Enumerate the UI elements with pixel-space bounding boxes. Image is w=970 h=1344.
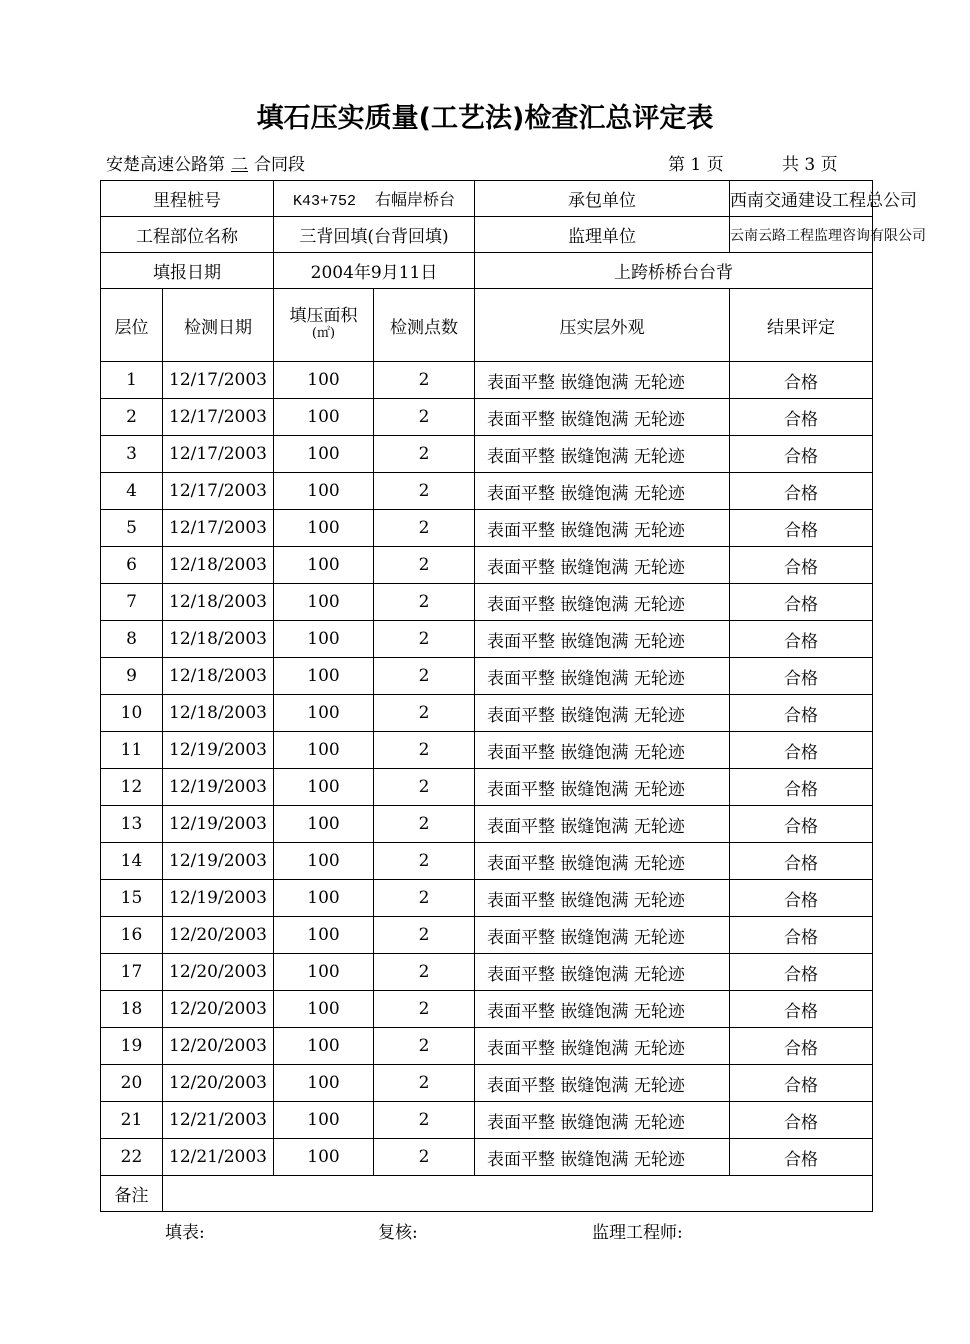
layer-cell: 6 xyxy=(101,547,163,584)
page-number: 第 1 页 xyxy=(668,155,724,175)
appearance-cell: 表面平整 嵌缝饱满 无轮迹 xyxy=(475,510,730,547)
layer-cell: 15 xyxy=(101,880,163,917)
layer-cell: 10 xyxy=(101,695,163,732)
layer-cell: 9 xyxy=(101,658,163,695)
date-cell: 12/20/2003 xyxy=(163,991,274,1028)
table-row xyxy=(101,1139,873,1176)
appearance-cell: 表面平整 嵌缝饱满 无轮迹 xyxy=(475,917,730,954)
appearance-cell: 表面平整 嵌缝饱满 无轮迹 xyxy=(475,584,730,621)
table-row xyxy=(101,473,873,510)
points-cell: 2 xyxy=(374,1028,475,1065)
table-row xyxy=(101,1102,873,1139)
points-cell: 2 xyxy=(374,547,475,584)
inspection-table xyxy=(100,180,927,1212)
area-cell: 100 xyxy=(274,806,374,843)
points-cell: 2 xyxy=(374,621,475,658)
col-appearance: 压实层外观 xyxy=(475,289,730,362)
info-row-date xyxy=(101,253,873,289)
table-row xyxy=(101,658,873,695)
location-value: 上跨桥桥台台背 xyxy=(475,253,873,289)
footer-filler: 填表: xyxy=(165,1223,205,1243)
points-cell: 2 xyxy=(374,1102,475,1139)
col-layer: 层位 xyxy=(101,289,163,362)
layer-cell: 17 xyxy=(101,954,163,991)
result-cell: 合格 xyxy=(730,843,873,880)
area-cell: 100 xyxy=(274,695,374,732)
appearance-cell: 表面平整 嵌缝饱满 无轮迹 xyxy=(475,399,730,436)
remarks-row xyxy=(101,1176,873,1212)
col-points: 检测点数 xyxy=(374,289,475,362)
points-cell: 2 xyxy=(374,510,475,547)
date-cell: 12/18/2003 xyxy=(163,658,274,695)
col-area xyxy=(274,289,374,362)
layer-cell: 8 xyxy=(101,621,163,658)
points-cell: 2 xyxy=(374,362,475,399)
appearance-cell: 表面平整 嵌缝饱满 无轮迹 xyxy=(475,1028,730,1065)
area-cell: 100 xyxy=(274,1139,374,1176)
result-cell: 合格 xyxy=(730,362,873,399)
table-row xyxy=(101,769,873,806)
points-cell: 2 xyxy=(374,473,475,510)
table-row xyxy=(101,991,873,1028)
date-cell: 12/20/2003 xyxy=(163,954,274,991)
supervisor-value: 云南云路工程监理咨询有限公司 xyxy=(730,217,873,253)
table-row xyxy=(101,732,873,769)
result-cell: 合格 xyxy=(730,695,873,732)
points-cell: 2 xyxy=(374,399,475,436)
appearance-cell: 表面平整 嵌缝饱满 无轮迹 xyxy=(475,880,730,917)
result-cell: 合格 xyxy=(730,510,873,547)
date-cell: 12/20/2003 xyxy=(163,1065,274,1102)
area-cell: 100 xyxy=(274,769,374,806)
points-cell: 2 xyxy=(374,954,475,991)
result-cell: 合格 xyxy=(730,806,873,843)
area-cell: 100 xyxy=(274,954,374,991)
layer-cell: 19 xyxy=(101,1028,163,1065)
col-result: 结果评定 xyxy=(730,289,873,362)
result-cell: 合格 xyxy=(730,1065,873,1102)
appearance-cell: 表面平整 嵌缝饱满 无轮迹 xyxy=(475,806,730,843)
points-cell: 2 xyxy=(374,806,475,843)
result-cell: 合格 xyxy=(730,658,873,695)
contractor-value: 西南交通建设工程总公司 xyxy=(730,181,873,217)
appearance-cell: 表面平整 嵌缝饱满 无轮迹 xyxy=(475,621,730,658)
area-cell: 100 xyxy=(274,621,374,658)
appearance-cell: 表面平整 嵌缝饱满 无轮迹 xyxy=(475,658,730,695)
date-cell: 12/20/2003 xyxy=(163,1028,274,1065)
area-cell: 100 xyxy=(274,991,374,1028)
result-cell: 合格 xyxy=(730,1028,873,1065)
date-cell: 12/18/2003 xyxy=(163,621,274,658)
date-value: 2004年9月11日 xyxy=(274,253,475,289)
area-cell: 100 xyxy=(274,473,374,510)
date-cell: 12/21/2003 xyxy=(163,1139,274,1176)
points-cell: 2 xyxy=(374,1139,475,1176)
appearance-cell: 表面平整 嵌缝饱满 无轮迹 xyxy=(475,1102,730,1139)
date-label: 填报日期 xyxy=(101,253,274,289)
col-area-label: 填压面积 xyxy=(289,306,358,326)
appearance-cell: 表面平整 嵌缝饱满 无轮迹 xyxy=(475,436,730,473)
layer-cell: 13 xyxy=(101,806,163,843)
date-cell: 12/19/2003 xyxy=(163,769,274,806)
area-cell: 100 xyxy=(274,658,374,695)
result-cell: 合格 xyxy=(730,436,873,473)
points-cell: 2 xyxy=(374,843,475,880)
date-cell: 12/19/2003 xyxy=(163,880,274,917)
date-cell: 12/18/2003 xyxy=(163,584,274,621)
area-cell: 100 xyxy=(274,510,374,547)
layer-cell: 5 xyxy=(101,510,163,547)
result-cell: 合格 xyxy=(730,769,873,806)
layer-cell: 20 xyxy=(101,1065,163,1102)
col-date: 检测日期 xyxy=(163,289,274,362)
table-row xyxy=(101,880,873,917)
points-cell: 2 xyxy=(374,436,475,473)
table-row xyxy=(101,436,873,473)
table-row xyxy=(101,362,873,399)
result-cell: 合格 xyxy=(730,732,873,769)
appearance-cell: 表面平整 嵌缝饱满 无轮迹 xyxy=(475,954,730,991)
stake-value: K43+752 xyxy=(293,193,357,210)
table-row xyxy=(101,954,873,991)
layer-cell: 7 xyxy=(101,584,163,621)
contract-number: 二 xyxy=(231,155,248,175)
result-cell: 合格 xyxy=(730,1139,873,1176)
table-row xyxy=(101,806,873,843)
appearance-cell: 表面平整 嵌缝饱满 无轮迹 xyxy=(475,362,730,399)
area-cell: 100 xyxy=(274,399,374,436)
area-cell: 100 xyxy=(274,1102,374,1139)
area-cell: 100 xyxy=(274,1028,374,1065)
result-cell: 合格 xyxy=(730,991,873,1028)
area-cell: 100 xyxy=(274,843,374,880)
part-value: 三背回填(台背回填) xyxy=(274,217,475,253)
road-prefix: 安楚高速公路第 xyxy=(106,155,225,175)
info-row-part xyxy=(101,217,873,253)
points-cell: 2 xyxy=(374,769,475,806)
bridge-value: 右幅岸桥台 xyxy=(375,190,456,209)
appearance-cell: 表面平整 嵌缝饱满 无轮迹 xyxy=(475,769,730,806)
points-cell: 2 xyxy=(374,584,475,621)
table-row xyxy=(101,584,873,621)
result-cell: 合格 xyxy=(730,1102,873,1139)
area-cell: 100 xyxy=(274,917,374,954)
points-cell: 2 xyxy=(374,917,475,954)
contract-section-line xyxy=(106,150,305,175)
layer-cell: 21 xyxy=(101,1102,163,1139)
table-row xyxy=(101,695,873,732)
points-cell: 2 xyxy=(374,1065,475,1102)
area-cell: 100 xyxy=(274,880,374,917)
col-area-unit: (㎡) xyxy=(311,326,336,341)
area-cell: 100 xyxy=(274,1065,374,1102)
contractor-label: 承包单位 xyxy=(475,181,730,217)
appearance-cell: 表面平整 嵌缝饱满 无轮迹 xyxy=(475,732,730,769)
appearance-cell: 表面平整 嵌缝饱满 无轮迹 xyxy=(475,991,730,1028)
table-row xyxy=(101,1065,873,1102)
result-cell: 合格 xyxy=(730,547,873,584)
column-header-row xyxy=(101,289,873,362)
area-cell: 100 xyxy=(274,732,374,769)
remarks-label: 备注 xyxy=(101,1176,163,1212)
result-cell: 合格 xyxy=(730,584,873,621)
layer-cell: 12 xyxy=(101,769,163,806)
supervisor-label: 监理单位 xyxy=(475,217,730,253)
date-cell: 12/17/2003 xyxy=(163,473,274,510)
result-cell: 合格 xyxy=(730,621,873,658)
info-row-stake xyxy=(101,181,873,217)
area-cell: 100 xyxy=(274,436,374,473)
layer-cell: 2 xyxy=(101,399,163,436)
area-cell: 100 xyxy=(274,547,374,584)
table-row xyxy=(101,843,873,880)
layer-cell: 4 xyxy=(101,473,163,510)
result-cell: 合格 xyxy=(730,917,873,954)
area-cell: 100 xyxy=(274,584,374,621)
appearance-cell: 表面平整 嵌缝饱满 无轮迹 xyxy=(475,1139,730,1176)
part-label: 工程部位名称 xyxy=(101,217,274,253)
points-cell: 2 xyxy=(374,658,475,695)
date-cell: 12/21/2003 xyxy=(163,1102,274,1139)
table-row xyxy=(101,1028,873,1065)
layer-cell: 11 xyxy=(101,732,163,769)
appearance-cell: 表面平整 嵌缝饱满 无轮迹 xyxy=(475,547,730,584)
table-row xyxy=(101,510,873,547)
stake-cell xyxy=(274,181,475,217)
page-title: 填石压实质量(工艺法)检查汇总评定表 xyxy=(256,103,714,134)
appearance-cell: 表面平整 嵌缝饱满 无轮迹 xyxy=(475,473,730,510)
total-pages: 共 3 页 xyxy=(782,155,838,175)
layer-cell: 22 xyxy=(101,1139,163,1176)
table-row xyxy=(101,547,873,584)
date-cell: 12/20/2003 xyxy=(163,917,274,954)
area-cell: 100 xyxy=(274,362,374,399)
layer-cell: 16 xyxy=(101,917,163,954)
date-cell: 12/18/2003 xyxy=(163,695,274,732)
appearance-cell: 表面平整 嵌缝饱满 无轮迹 xyxy=(475,1065,730,1102)
date-cell: 12/19/2003 xyxy=(163,806,274,843)
points-cell: 2 xyxy=(374,695,475,732)
date-cell: 12/17/2003 xyxy=(163,510,274,547)
date-cell: 12/19/2003 xyxy=(163,732,274,769)
points-cell: 2 xyxy=(374,991,475,1028)
layer-cell: 14 xyxy=(101,843,163,880)
table-row xyxy=(101,621,873,658)
result-cell: 合格 xyxy=(730,880,873,917)
layer-cell: 1 xyxy=(101,362,163,399)
layer-cell: 18 xyxy=(101,991,163,1028)
stake-label: 里程桩号 xyxy=(101,181,274,217)
result-cell: 合格 xyxy=(730,954,873,991)
date-cell: 12/17/2003 xyxy=(163,399,274,436)
appearance-cell: 表面平整 嵌缝饱满 无轮迹 xyxy=(475,695,730,732)
remarks-value xyxy=(163,1176,873,1212)
appearance-cell: 表面平整 嵌缝饱满 无轮迹 xyxy=(475,843,730,880)
date-cell: 12/17/2003 xyxy=(163,362,274,399)
footer-reviewer: 复核: xyxy=(378,1223,418,1243)
table-row xyxy=(101,399,873,436)
points-cell: 2 xyxy=(374,880,475,917)
date-cell: 12/19/2003 xyxy=(163,843,274,880)
layer-cell: 3 xyxy=(101,436,163,473)
table-row xyxy=(101,917,873,954)
date-cell: 12/17/2003 xyxy=(163,436,274,473)
points-cell: 2 xyxy=(374,732,475,769)
date-cell: 12/18/2003 xyxy=(163,547,274,584)
result-cell: 合格 xyxy=(730,473,873,510)
result-cell: 合格 xyxy=(730,399,873,436)
footer-engineer: 监理工程师: xyxy=(592,1223,683,1243)
contract-suffix: 合同段 xyxy=(254,155,305,175)
